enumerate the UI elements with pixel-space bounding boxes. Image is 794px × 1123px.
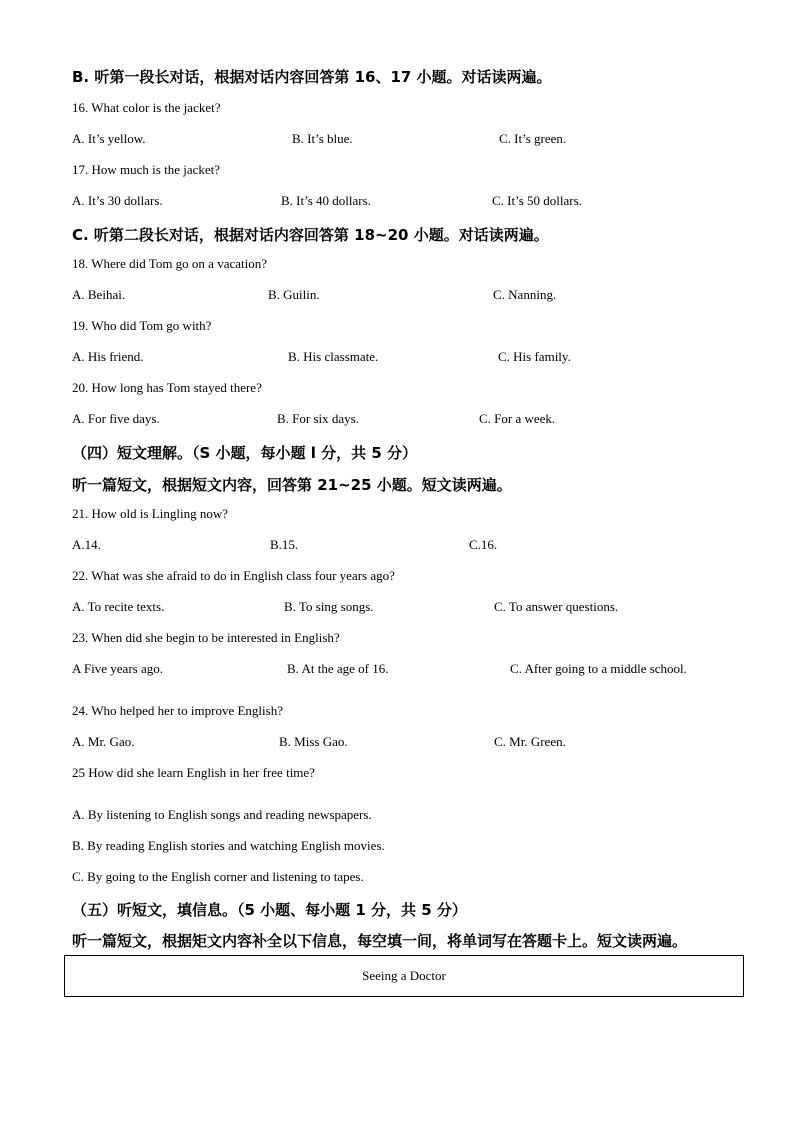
q19-option-b: B. His classmate. <box>288 349 379 364</box>
table-title: Seeing a Doctor <box>362 968 446 983</box>
q22-option-b: B. To sing songs. <box>284 599 374 614</box>
q17-option-a: A. It’s 30 dollars. <box>72 193 163 208</box>
q17-option-c: C. It’s 50 dollars. <box>492 193 582 208</box>
question-22: 22. What was she afraid to do in English class four years ago? <box>72 568 395 583</box>
q16-option-c: C. It’s green. <box>499 131 567 146</box>
q20-option-b: B. For six days. <box>277 411 359 426</box>
q18-option-a: A. Beihai. <box>72 287 126 302</box>
q24-option-a: A. Mr. Gao. <box>72 734 135 749</box>
q22-option-a: A. To recite texts. <box>72 599 165 614</box>
part4-instruction: 听一篇短文，根据短文内容，回答第 21~25 小题。短文读两遍。 <box>72 476 512 494</box>
b-heading: B. 听第一段长对话，根据对话内容回答第 16、17 小题。对话读两遍。 <box>72 68 552 86</box>
q16-option-b: B. It’s blue. <box>292 131 353 146</box>
question-19: 19. Who did Tom go with? <box>72 318 212 333</box>
question-21: 21. How old is Lingling now? <box>72 506 228 521</box>
q23-option-a: A Five years ago. <box>72 661 163 676</box>
q22-option-c: C. To answer questions. <box>494 599 619 614</box>
q17-option-b: B. It’s 40 dollars. <box>281 193 371 208</box>
question-16: 16. What color is the jacket? <box>72 100 221 115</box>
q23-option-b: B. At the age of 16. <box>287 661 389 676</box>
q19-option-a: A. His friend. <box>72 349 144 364</box>
q19-option-c: C. His family. <box>498 349 571 364</box>
q21-option-a: A.14. <box>72 537 101 552</box>
part5-heading: （五）听短文，填信息。（5 小题、每小题 1 分，共 5 分） <box>72 901 467 919</box>
q21-option-b: B.15. <box>270 537 299 552</box>
q25-option-a: A. By listening to English songs and reading newspapers. <box>72 807 372 822</box>
q25-option-c: C. By going to the English corner and listening to tapes. <box>72 869 364 884</box>
question-25: 25 How did she learn English in her free time? <box>72 765 315 780</box>
q24-option-c: C. Mr. Green. <box>494 734 566 749</box>
q23-option-c: C. After going to a middle school. <box>510 661 687 676</box>
q21-option-c: C.16. <box>469 537 498 552</box>
c-heading: C. 听第二段长对话，根据对话内容回答第 18~20 小题。对话读两遍。 <box>72 226 549 244</box>
question-23: 23. When did she begin to be interested in English? <box>72 630 340 645</box>
info-table <box>64 955 744 997</box>
q18-option-b: B. Guilin. <box>268 287 320 302</box>
question-24: 24. Who helped her to improve English? <box>72 703 283 718</box>
part4-heading: （四）短文理解。（S 小题，每小题 l 分，共 5 分） <box>72 444 417 462</box>
q20-option-c: C. For a week. <box>479 411 556 426</box>
question-20: 20. How long has Tom stayed there? <box>72 380 262 395</box>
q18-option-c: C. Nanning. <box>493 287 557 302</box>
part5-instruction: 听一篇短文，根据矩文内容补全以下信息，每空填一间，将单词写在答题卡上。短文读两遍。 <box>72 932 688 950</box>
question-18: 18. Where did Tom go on a vacation? <box>72 256 267 271</box>
q24-option-b: B. Miss Gao. <box>279 734 348 749</box>
q16-option-a: A. It’s yellow. <box>72 131 146 146</box>
q25-option-b: B. By reading English stories and watching English movies. <box>72 838 385 853</box>
question-17: 17. How much is the jacket? <box>72 162 221 177</box>
q20-option-a: A. For five days. <box>72 411 160 426</box>
